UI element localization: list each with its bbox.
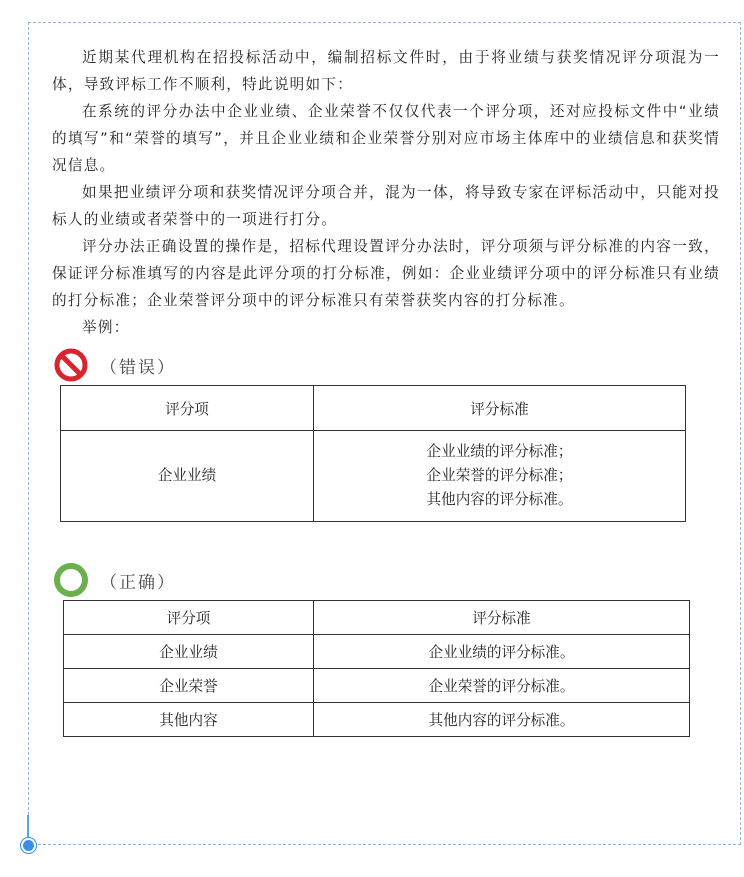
cell-criteria [314,431,686,522]
cell-criteria: 企业业绩的评分标准。 [314,635,690,669]
criteria-line: 企业荣誉的评分标准； [426,467,573,484]
header-criteria: 评分标准 [314,601,690,635]
criteria-line: 其他内容的评分标准。 [426,491,573,508]
paragraph-system: 在系统的评分办法中企业业绩、企业荣誉不仅仅代表一个评分项，还对应投标文件中“业绩的填写”和“荣誉的填写”，并且企业业绩和企业荣誉分别对应市场主体库中的业绩信息和获奖情况信息。 [52,103,720,174]
right-table [63,600,690,737]
wrong-example [52,345,720,522]
cell-criteria: 其他内容的评分标准。 [314,703,690,737]
right-header [52,560,720,600]
table-row [61,431,686,522]
table-header-row [61,386,686,431]
document-body [52,44,720,737]
right-label: （正确） [100,572,176,593]
wrong-table [60,385,686,522]
paragraph-merge-warning: 如果把业绩评分项和获奖情况评分项合并，混为一体，将导致专家在评标活动中，只能对投标人的业绩或者荣誉中的一项进行打分。 [52,184,720,228]
paragraph-correct-setup: 评分办法正确设置的操作是，招标代理设置评分办法时，评分项须与评分标准的内容一致，保证评分标准填写的内容是此评分项的打分标准，例如：企业业绩评分项中的评分标准只有业绩的打分标准；企业荣誉评分项中的评分标准只有荣誉获奖内容的打分标准。 [52,238,720,309]
header-criteria: 评分标准 [314,386,686,431]
table-row [64,635,690,669]
cell-criteria: 企业荣誉的评分标准。 [314,669,690,703]
text-cursor [27,815,29,837]
cell-item: 其他内容 [64,703,314,737]
table-row [64,703,690,737]
table-header-row [64,601,690,635]
header-item: 评分项 [61,386,314,431]
cell-item: 企业业绩 [61,431,314,522]
circle-ok-icon [52,561,90,599]
page-resize-handle[interactable] [21,838,36,853]
prohibited-icon [52,346,90,384]
cell-item: 企业业绩 [64,635,314,669]
paragraph-intro: 近期某代理机构在招投标活动中，编制招标文件时，由于将业绩与获奖情况评分项混为一体，导致评标工作不顺利，特此说明如下： [52,49,720,93]
wrong-label: （错误） [100,357,176,378]
right-example [52,560,720,737]
header-item: 评分项 [64,601,314,635]
wrong-header [52,345,720,385]
criteria-line: 企业业绩的评分标准； [426,443,573,460]
table-row [64,669,690,703]
example-label: 举例： [82,319,130,336]
cell-item: 企业荣誉 [64,669,314,703]
